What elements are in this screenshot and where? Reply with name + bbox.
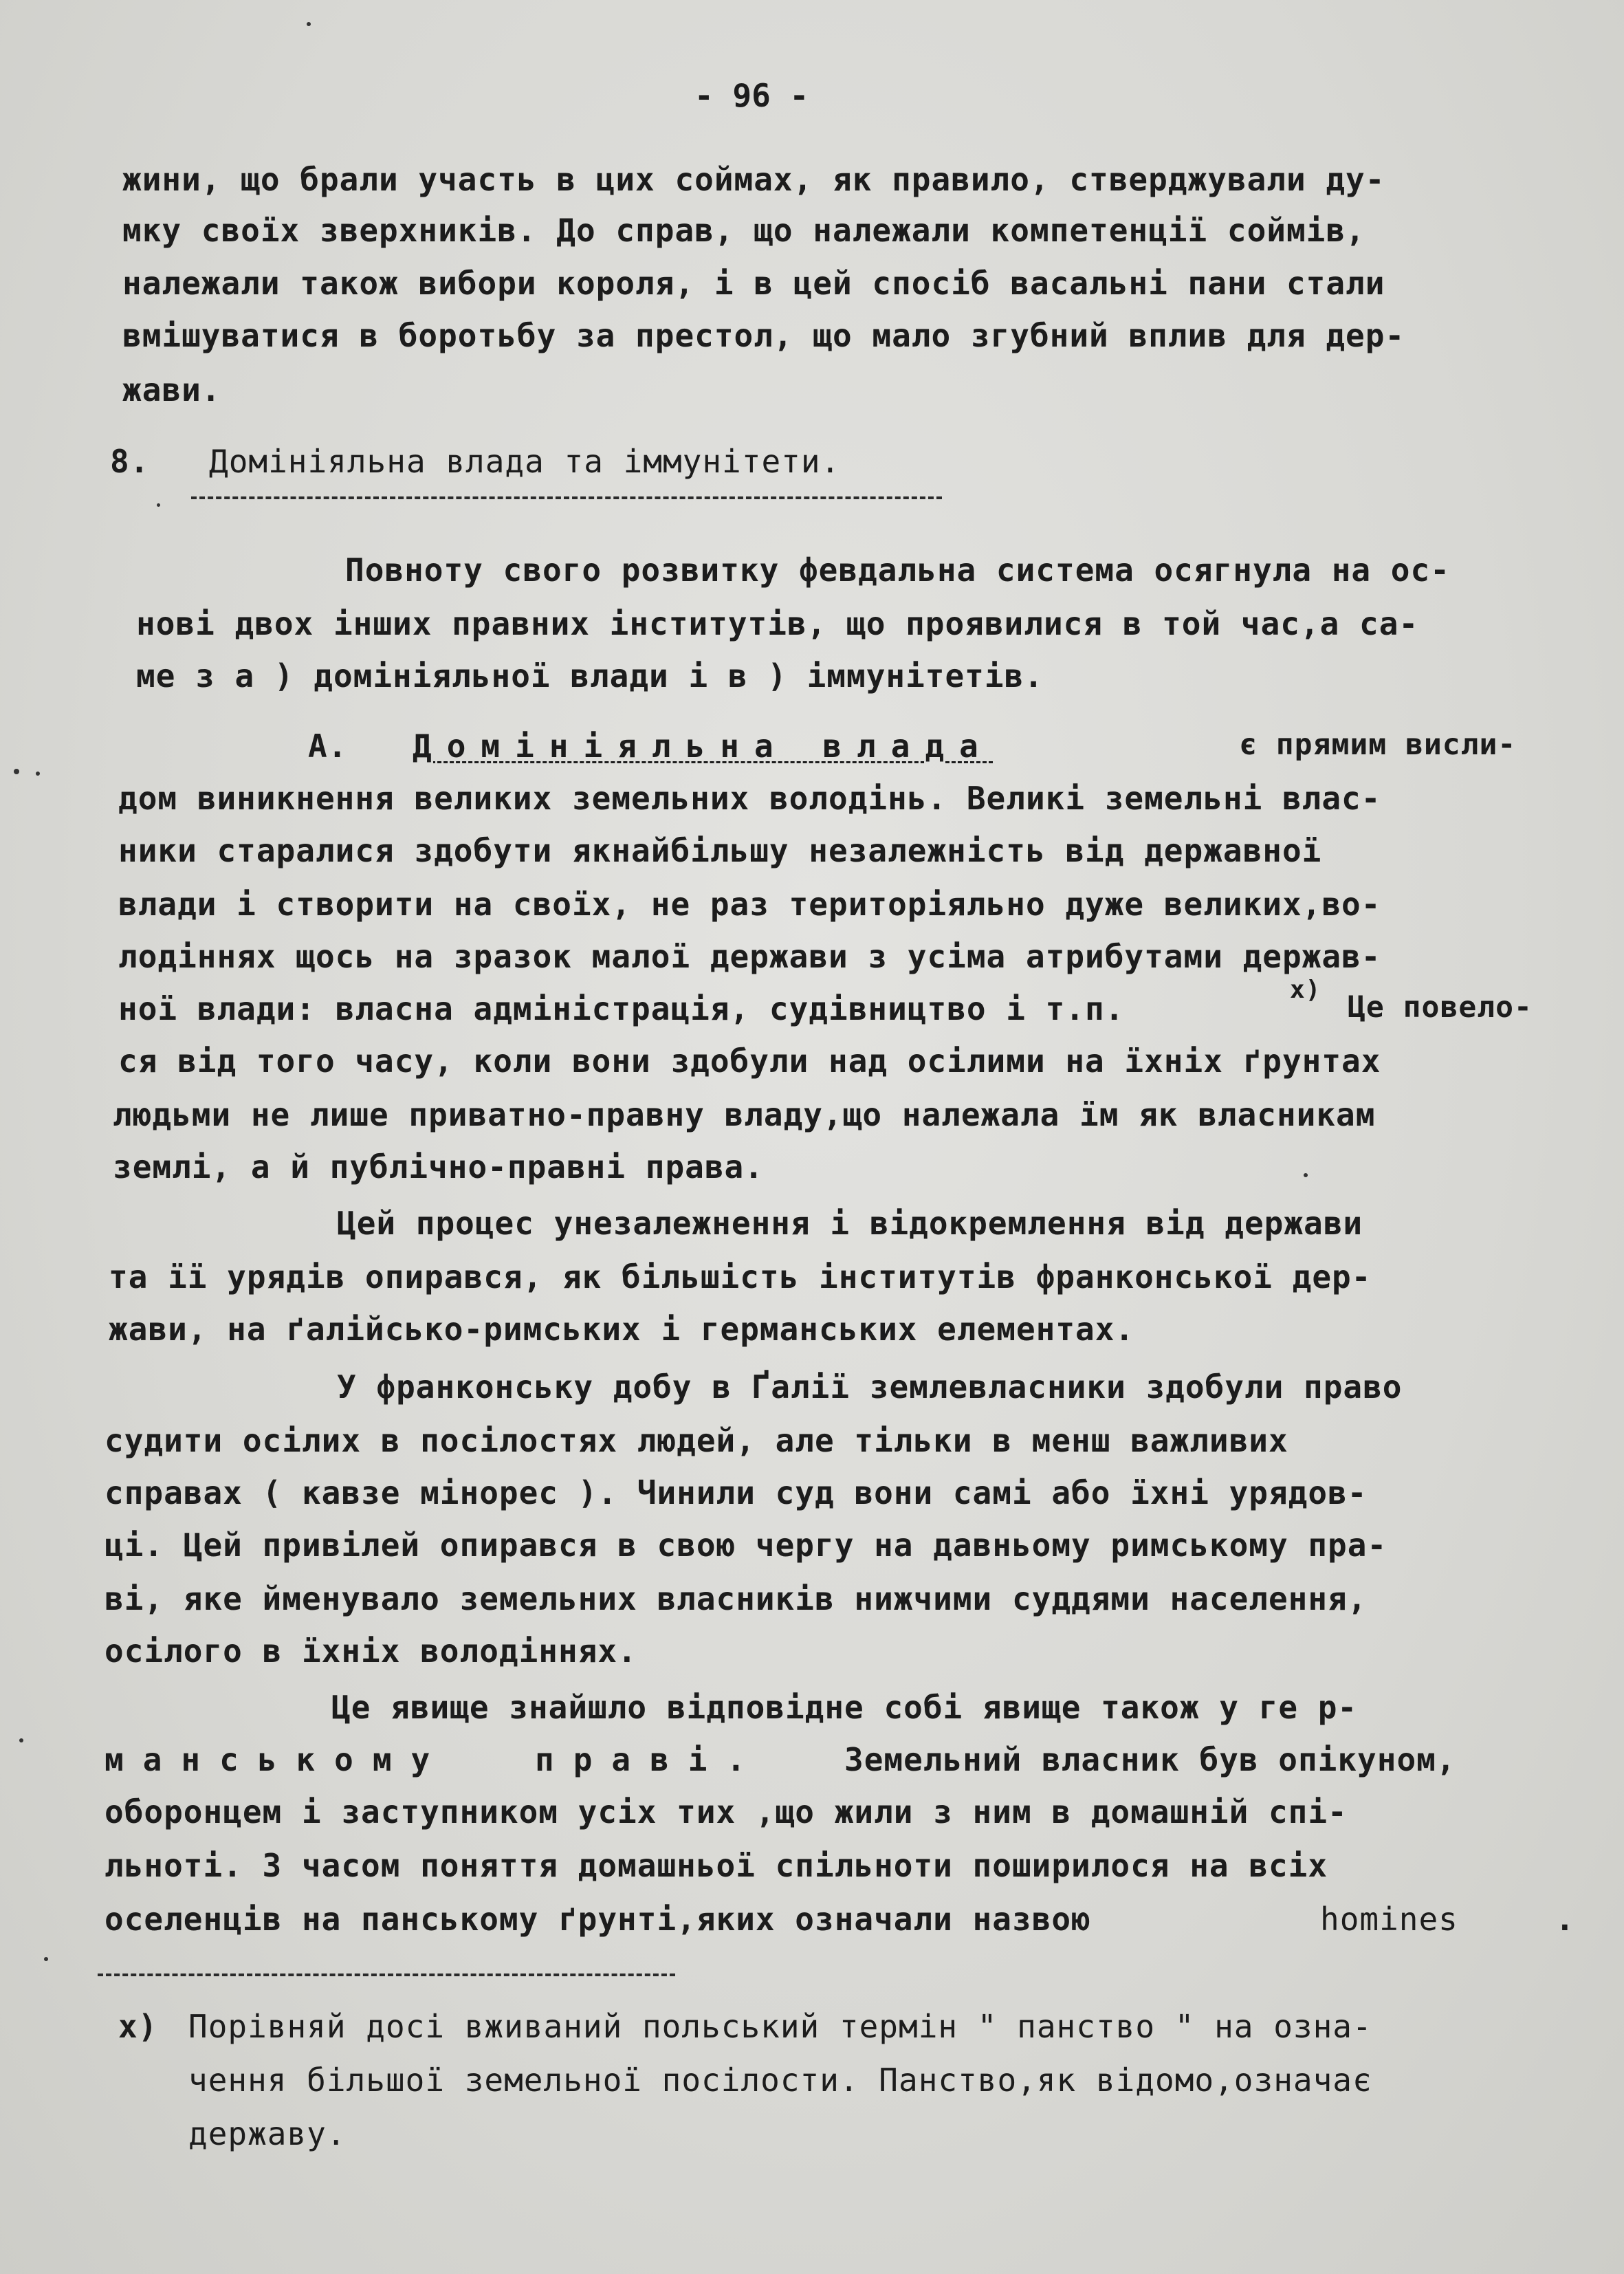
body-line: є прямим висли- bbox=[1239, 728, 1517, 762]
section-title: Домініяльна влада та іммунітети. bbox=[209, 443, 841, 480]
section-title-underline bbox=[191, 496, 942, 499]
body-line: оселенців на панському ґрунті,яких означали назвою bbox=[105, 1901, 1091, 1938]
subsection-letter: А. bbox=[308, 728, 348, 765]
body-line: жави, на ґалійсько-римських і германських елементах. bbox=[109, 1311, 1135, 1348]
body-line: ся від того часу, коли вони здобули над осілими на їхніх ґрунтах bbox=[118, 1042, 1381, 1080]
body-line: лодіннях щось на зразок малої держави з усіма атрибутами держав- bbox=[118, 938, 1381, 975]
body-line: мку своїх зверхників. До справ, що належали компетенції соймів, bbox=[122, 212, 1365, 249]
scan-speck bbox=[157, 503, 160, 507]
body-line: влади і створити на своїх, не раз територіяльно дуже великих,во- bbox=[118, 886, 1381, 923]
scan-speck bbox=[36, 772, 40, 776]
latin-term: homines bbox=[1320, 1901, 1458, 1938]
body-line: дом виникнення великих земельних володінь. Великі земельні влас- bbox=[118, 780, 1381, 817]
spaced-word: праві. bbox=[535, 1741, 765, 1778]
scan-speck bbox=[19, 1738, 23, 1742]
body-line: та її урядів опирався, як більшість інститутів франконської дер- bbox=[109, 1258, 1372, 1295]
body-line: оборонцем і заступником усіх тих ,що жили з ним в домашній спі- bbox=[105, 1793, 1348, 1830]
body-line: У франконську добу в Ґалії землевласники здобули право bbox=[337, 1368, 1403, 1406]
section-number: 8. bbox=[110, 443, 150, 480]
body-line: осілого в їхніх володіннях. bbox=[105, 1632, 637, 1670]
body-line: ці. Цей привілей опирався в свою чергу на давньому римському пра- bbox=[105, 1527, 1387, 1564]
body-line: Земельний власник був опікуном, bbox=[844, 1741, 1456, 1778]
footnote-line: чення більшої земельної посілости. Панство,як відомо,означає bbox=[188, 2062, 1372, 2099]
body-line: ме з а ) домініяльної влади і в ) іммунітетів. bbox=[136, 657, 1044, 695]
body-line: належали також вибори короля, і в цей спосіб васальні пани стали bbox=[122, 265, 1385, 302]
scan-speck bbox=[14, 769, 19, 774]
body-line: людьми не лише приватно-правну владу,що належала їм як власникам bbox=[113, 1096, 1376, 1133]
sentence-end: . bbox=[1555, 1901, 1575, 1938]
scan-speck bbox=[44, 1957, 48, 1961]
scan-speck bbox=[307, 22, 311, 26]
body-line: справах ( кавзе мінорес ). Чинили суд вони самі або їхні урядов- bbox=[105, 1474, 1368, 1511]
body-line: жини, що брали участь в цих соймах, як правило, стверджували ду- bbox=[122, 161, 1385, 198]
body-line: Повноту свого розвитку февдальна система осягнула на ос- bbox=[345, 551, 1450, 589]
scan-speck bbox=[1304, 1173, 1308, 1177]
body-line: ві, яке йменувало земельних власників нижчими суддями населення, bbox=[105, 1580, 1368, 1617]
footnote-line: державу. bbox=[188, 2115, 347, 2152]
footnote-separator bbox=[98, 1974, 675, 1976]
spaced-word: манському bbox=[105, 1741, 450, 1778]
body-line: Цей процес унезалежнення і відокремлення від держави bbox=[337, 1205, 1363, 1242]
body-line: судити осілих в посілостях людей, але тільки в менш важливих bbox=[105, 1422, 1288, 1459]
body-line: ники старалися здобути якнайбільшу незалежність від державної bbox=[118, 832, 1322, 869]
body-line: нові двох інших правних інститутів, що проявилися в той час,а са- bbox=[136, 605, 1419, 642]
body-line: Це повело- bbox=[1348, 990, 1533, 1025]
body-line: льноті. З часом поняття домашньої спільноти поширилося на всіх bbox=[105, 1847, 1328, 1884]
body-line: землі, а й публічно-правні права. bbox=[113, 1148, 764, 1185]
body-line: жави. bbox=[122, 371, 221, 408]
footnote-line: Порівняй досі вживаний польський термін " панство " на озна- bbox=[188, 2008, 1372, 2045]
body-line: Це явище знайшло відповідне собі явище також у ге р- bbox=[331, 1689, 1358, 1726]
page-number: - 96 - bbox=[694, 77, 809, 114]
subsection-title: Домініяльна влада bbox=[413, 728, 994, 765]
footnote-marker: x) bbox=[118, 2008, 158, 2045]
body-line: ної влади: власна адміністрація, судівництво і т.п. bbox=[118, 990, 1125, 1027]
body-line: вмішуватися в боротьбу за престол, що мало згубний вплив для дер- bbox=[122, 317, 1405, 354]
footnote-reference: x) bbox=[1290, 976, 1321, 1004]
